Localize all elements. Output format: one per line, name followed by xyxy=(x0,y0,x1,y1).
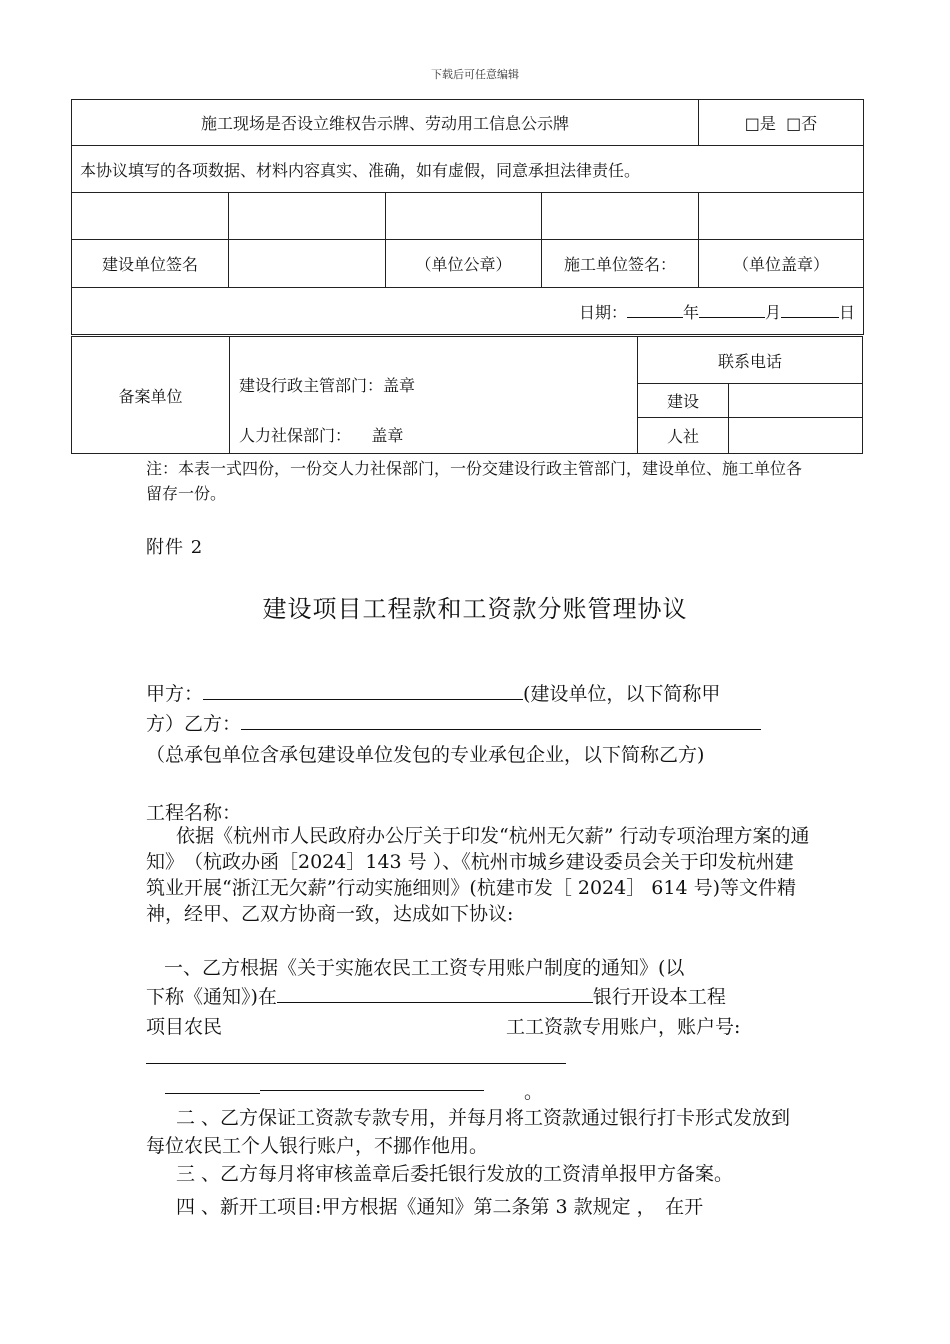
bank-name-field[interactable] xyxy=(277,984,593,1003)
year-label: 年 xyxy=(682,302,699,322)
contractor-seal-label: （单位盖章） xyxy=(699,240,864,288)
item3-text: 三 、乙方每月将审核盖章后委托银行发放的工资清单报甲方备案。 xyxy=(176,1163,734,1185)
item1-bank-suffix: 银行开设本工程 xyxy=(592,986,726,1008)
item1-bank-prefix: 下称《通知》)在 xyxy=(146,986,277,1008)
filing-label: 备案单位 xyxy=(72,337,230,453)
signboard-options xyxy=(699,100,864,146)
construction-dept-seal: 建设行政主管部门：盖章 xyxy=(239,376,416,395)
party-a-field[interactable] xyxy=(203,681,523,700)
item1-period: 。 xyxy=(524,1081,544,1103)
attachment-label: 附件 2 xyxy=(146,537,204,558)
project-name-label: 工程名称： xyxy=(146,802,242,824)
party-b-label: 方）乙方： xyxy=(146,713,242,735)
filing-departments xyxy=(229,337,638,453)
account-field-part1[interactable] xyxy=(165,1093,260,1094)
party-a-suffix: (建设单位，以下简称甲 xyxy=(523,683,721,705)
hr-dept-label: 人力社保部门： xyxy=(239,426,352,445)
party-b-description: （总承包单位含承包建设单位发包的专业承包企业，以下简称乙方) xyxy=(146,744,705,766)
hr-dept-line xyxy=(239,423,403,446)
account-field-part2[interactable] xyxy=(260,1090,484,1091)
builder-sign-label: 建设单位签名 xyxy=(72,240,229,288)
blank-cell xyxy=(699,193,864,240)
yes-checkbox[interactable]: □是 xyxy=(744,114,776,133)
hr-dept-seal: 盖章 xyxy=(371,426,404,445)
contractor-sign-label: 施工单位签名： xyxy=(542,240,699,288)
agreement-info-table xyxy=(71,99,864,335)
blank-cell xyxy=(229,193,386,240)
table-note: 注：本表一式四份，一份交人力社保部门，一份交建设行政主管部门，建设单位、施工单位各留存一份。 xyxy=(146,459,803,503)
date-label: 日期： xyxy=(578,302,627,322)
builder-sign-field[interactable] xyxy=(229,240,386,288)
party-a-label: 甲方： xyxy=(146,683,204,705)
phone-row-hr-label: 人社 xyxy=(638,417,729,453)
document-title: 建设项目工程款和工资款分账管理协议 xyxy=(262,595,688,623)
signboard-question: 施工现场是否设立维权告示牌、劳动用工信息公示牌 xyxy=(72,100,699,146)
item1-line1: 一、乙方根据《关于实施农民工工资专用账户制度的通知》(以 xyxy=(164,957,685,979)
basis-paragraph: 依据《杭州市人民政府办公厅关于印发“杭州无欠薪” 行动专项治理方案的通知》 （杭政办函［2024］143 号 ）、《杭州市城乡建设委员会关于印发杭州建筑业开展“浙江无欠薪”行动实施细则》(杭建市发［ 2024］ 614 号)等文件精神，经甲、乙双方协商一致，达成如下协议: xyxy=(146,825,810,925)
phone-row-hr xyxy=(638,417,862,453)
date-row xyxy=(72,288,864,335)
item1-line3-right: 工工资款专用账户，账户号: xyxy=(506,1016,741,1038)
year-field[interactable] xyxy=(627,303,683,318)
day-field[interactable] xyxy=(781,303,839,318)
item1-line2 xyxy=(146,983,786,1011)
item4-text: 四 、新开工项目:甲方根据《通知》第二条第 3 款规定 ， 在开 xyxy=(176,1196,704,1218)
no-checkbox[interactable]: □否 xyxy=(786,114,818,133)
builder-seal-label: （单位公章） xyxy=(386,240,542,288)
filing-table xyxy=(71,336,863,454)
day-label: 日 xyxy=(839,302,856,322)
party-b-line xyxy=(146,710,786,738)
blank-cell xyxy=(386,193,542,240)
month-field[interactable] xyxy=(699,303,765,318)
header-note: 下载后可任意编辑 xyxy=(431,68,519,81)
account-number-field[interactable] xyxy=(146,1063,566,1064)
declaration-text: 本协议填写的各项数据、材料内容真实、准确，如有虚假，同意承担法律责任。 xyxy=(72,146,864,193)
blank-cell xyxy=(542,193,699,240)
month-label: 月 xyxy=(764,302,781,322)
phone-header: 联系电话 xyxy=(638,337,862,384)
party-a-line xyxy=(146,680,786,708)
blank-cell xyxy=(72,193,229,240)
phone-row-construction-label: 建设 xyxy=(638,383,729,417)
item1-line3-left: 项目农民 xyxy=(146,1016,223,1038)
item2-text: 二 、乙方保证工资款专款专用，并每月将工资款通过银行打卡形式发放到每位农民工个人银行账户，不挪作他用。 xyxy=(146,1107,791,1157)
party-b-field[interactable] xyxy=(241,711,761,730)
phone-section xyxy=(638,337,862,453)
phone-row-construction xyxy=(638,383,862,418)
